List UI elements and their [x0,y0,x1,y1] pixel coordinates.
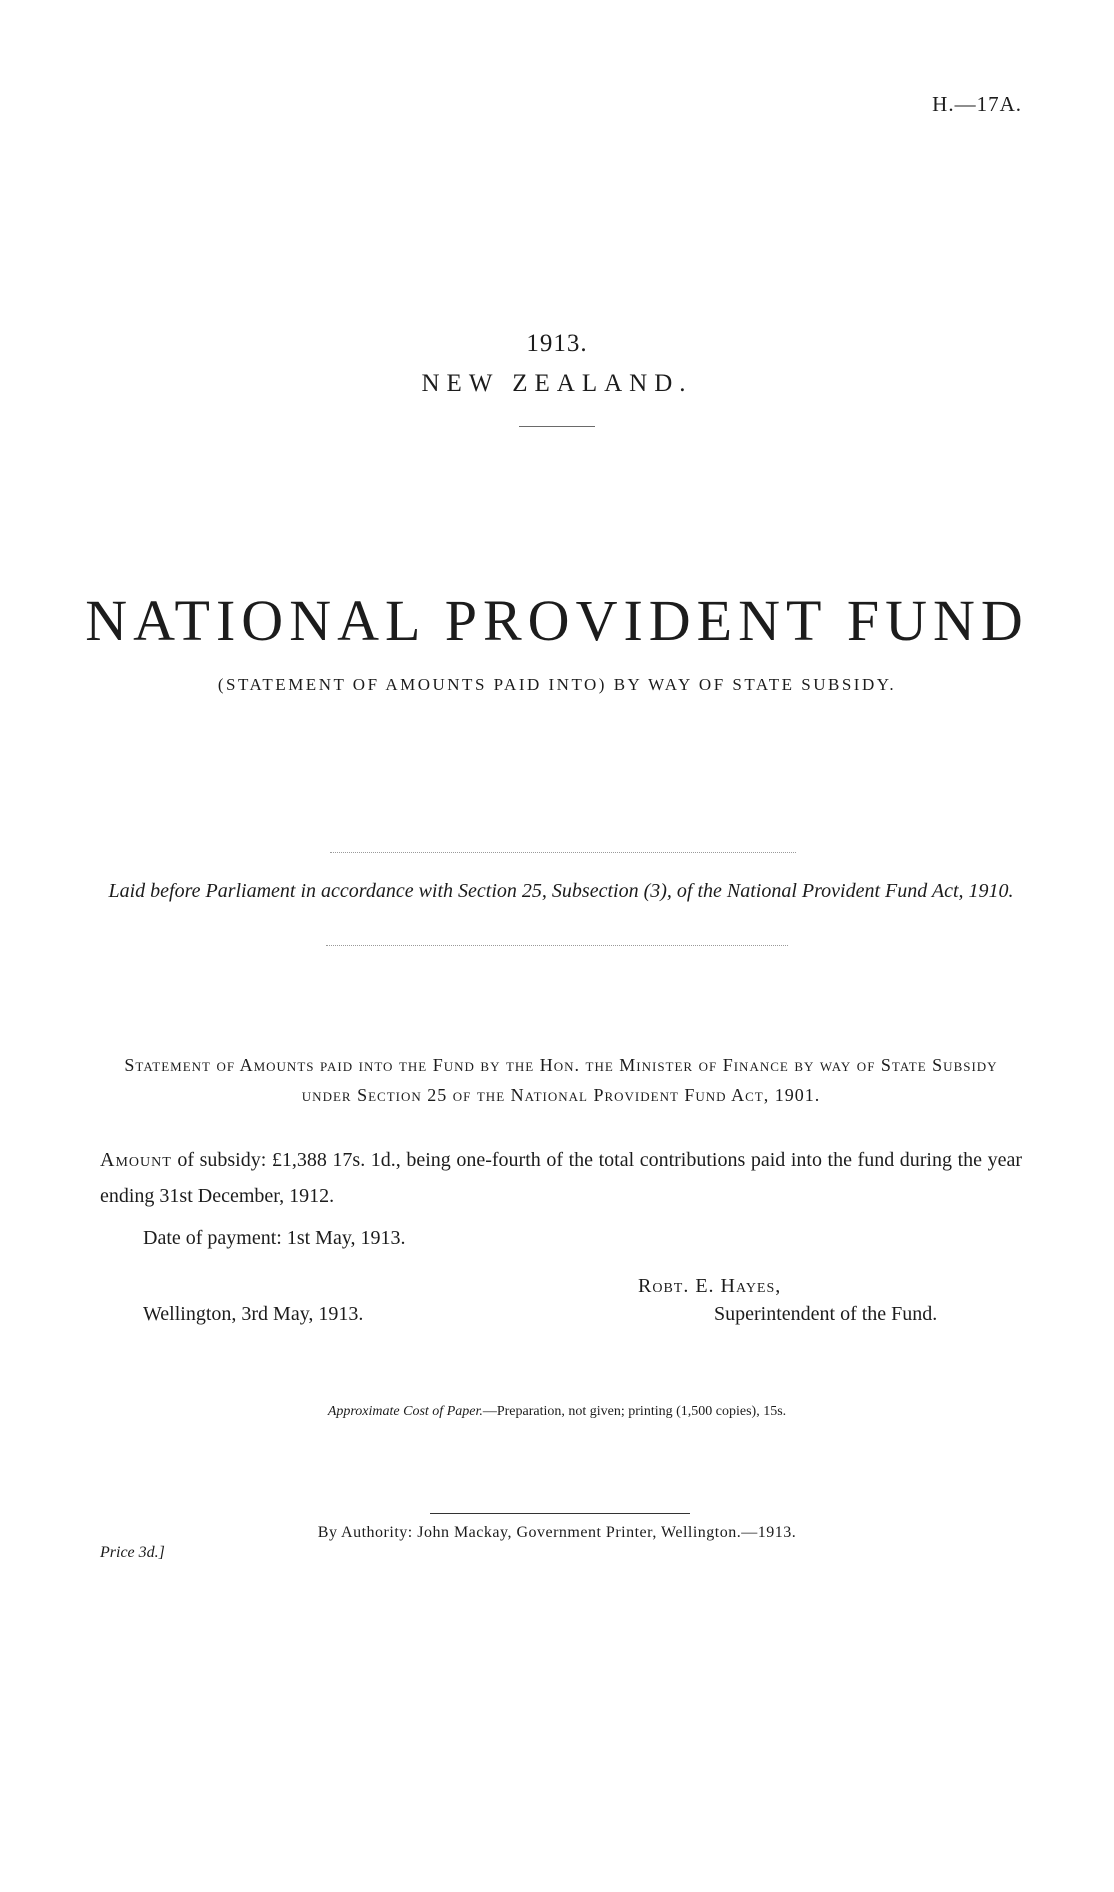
country-heading: NEW ZEALAND. [421,370,693,397]
page-title: NATIONAL PROVIDENT FUND [85,588,1029,653]
signatory-name: Robt. E. Hayes, [638,1275,782,1297]
printer-imprint: By Authority: John Mackay, Government Printer, Wellington.—1913. [317,1524,797,1541]
statement-heading: Statement of Amounts paid into the Fund by the Hon. the Minister of Finance by way of State Subsidy under Section 25 of the National Provident Fund Act, 1901. [124,1055,998,1105]
laid-before-parliament-note: Laid before Parliament in accordance with Section 25, Subsection (3), of the National Provident Fund Act, 1910. [108,880,1014,902]
amount-label: Amount [100,1149,172,1171]
amount-paragraph [100,1142,1022,1214]
cost-of-paper-note [0,1404,1114,1420]
date-of-payment: Date of payment: 1st May, 1913. [143,1227,406,1249]
divider-rule [330,852,796,853]
price-note: Price 3d.] [100,1544,165,1561]
publication-year: 1913. [526,330,588,357]
place-and-date: Wellington, 3rd May, 1913. [143,1303,364,1325]
cost-label: Approximate Cost of Paper. [327,1404,483,1419]
divider-rule [519,426,595,427]
page-subtitle: (STATEMENT OF AMOUNTS PAID INTO) BY WAY OF STATE SUBSIDY. [217,675,897,694]
amount-text: of subsidy: £1,388 17s. 1d., being one-fourth of the total contributions paid into the fund during the year ending 31st December, 1912. [100,1149,1022,1207]
divider-rule [326,945,788,946]
cost-text: —Preparation, not given; printing (1,500 copies), 15s. [482,1404,787,1419]
divider-rule [430,1513,690,1514]
signatory-title: Superintendent of the Fund. [714,1303,938,1325]
document-reference: H.—17A. [932,92,1022,116]
